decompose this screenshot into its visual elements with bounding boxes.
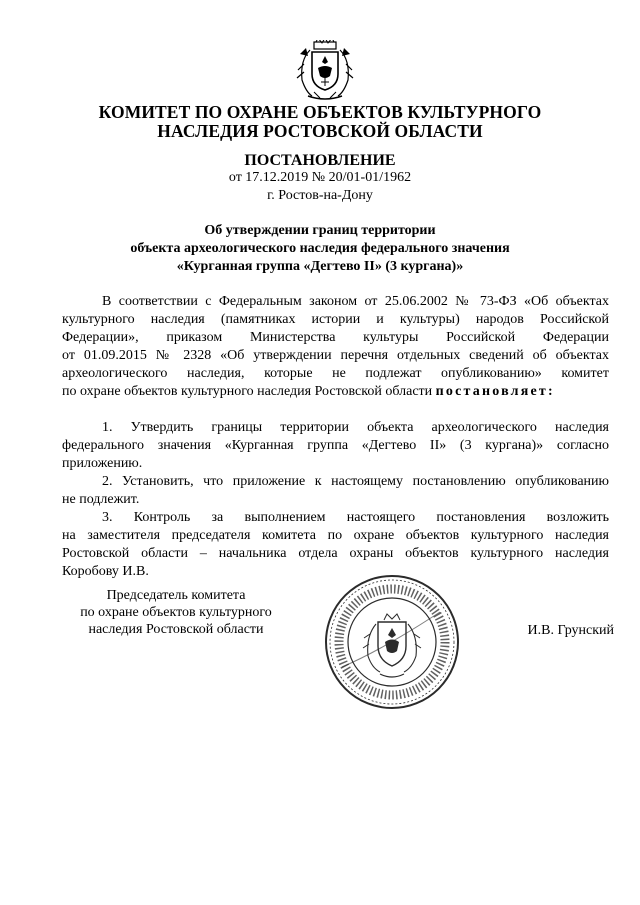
preamble-last-text: по охране объектов культурного наследия Ростовской области — [62, 384, 433, 399]
signatory-title-line-3: наследия Ростовской области — [88, 622, 264, 637]
coat-of-arms-emblem — [294, 40, 356, 102]
preamble-line: В соответствии с Федеральным законом от 25.06.2002 № 73-ФЗ «Об объектах — [102, 294, 609, 309]
official-seal — [322, 572, 462, 712]
item-3-line: Ростовской области – начальника отдела охраны объектов культурного наследия — [62, 546, 609, 561]
item-1-last-line: приложению. — [62, 456, 143, 471]
subject-line-3: «Курганная группа «Дегтево II» (3 кургана)» — [176, 259, 464, 274]
item-1-line: федерального значения «Курганная группа «Дегтево II» (3 кургана)» согласно — [62, 438, 609, 453]
item-2-last-line: не подлежит. — [62, 492, 140, 507]
item-3-line: на заместителя председателя комитета по охране объектов культурного наследия — [62, 528, 609, 543]
resolves-keyword: постановляет: — [435, 384, 555, 399]
signatory-title — [52, 587, 300, 638]
preamble-line: археологического наследия, которые не подлежат опубликованию» комитет — [62, 366, 609, 381]
item-3-line: 3. Контроль за выполнением настоящего постановления возложить — [102, 510, 609, 525]
subject-line-2: объекта археологического наследия федерального значения — [130, 241, 510, 256]
preamble-last-line — [62, 383, 609, 401]
item-1-line: 1. Утвердить границы территории объекта археологического наследия — [102, 420, 609, 435]
item-2-line: 2. Установить, что приложение к настоящему постановлению опубликованию — [102, 474, 609, 489]
document-city: г. Ростов-на-Дону — [267, 188, 373, 203]
organization-name-line-2: НАСЛЕДИЯ РОСТОВСКОЙ ОБЛАСТИ — [157, 121, 483, 141]
signatory-title-line-2: по охране объектов культурного — [80, 605, 272, 620]
preamble-line: Федерации», приказом Министерства культуры Российской Федерации — [62, 330, 609, 345]
item-3-last-line: Коробову И.В. — [62, 564, 149, 579]
signatory-title-line-1: Председатель комитета — [106, 588, 246, 603]
document-date-number: от 17.12.2019 № 20/01-01/1962 — [228, 170, 412, 185]
preamble-line: культурного наследия (памятниках истории и культуры) народов Российской — [62, 312, 609, 327]
subject-line-1: Об утверждении границ территории — [204, 223, 436, 238]
document-type: ПОСТАНОВЛЕНИЕ — [244, 152, 396, 169]
organization-name-line-1: КОМИТЕТ ПО ОХРАНЕ ОБЪЕКТОВ КУЛЬТУРНОГО — [98, 102, 542, 122]
preamble-line: от 01.09.2015 № 2328 «Об утверждении перечня отдельных сведений об объектах — [62, 348, 609, 363]
signatory-name: И.В. Грунский — [527, 623, 614, 638]
